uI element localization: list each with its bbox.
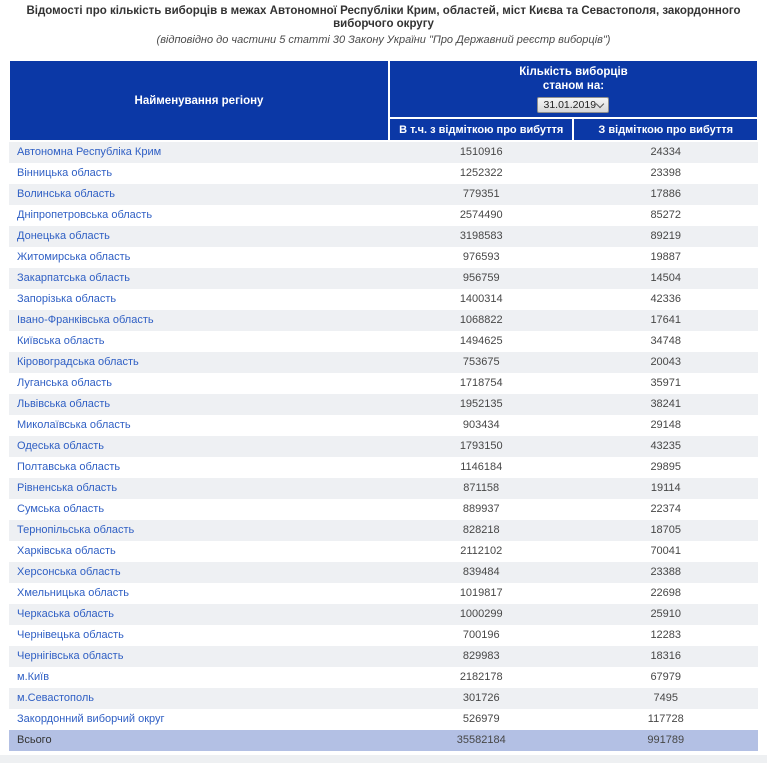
region-cell bbox=[9, 310, 389, 331]
region-link[interactable]: Київська область bbox=[17, 335, 105, 347]
date-select[interactable] bbox=[537, 97, 609, 113]
table-row bbox=[9, 478, 758, 499]
region-cell bbox=[9, 667, 389, 688]
region-cell bbox=[9, 478, 389, 499]
departed-count: 17641 bbox=[650, 314, 682, 326]
departed-count: 24334 bbox=[650, 146, 682, 158]
voters-count: 1952135 bbox=[459, 398, 503, 410]
region-cell bbox=[9, 226, 389, 247]
voters-count: 2574490 bbox=[459, 209, 503, 221]
region-link[interactable]: Волинська область bbox=[17, 188, 116, 200]
region-link[interactable]: Хмельницька область bbox=[17, 587, 130, 599]
region-link[interactable]: Херсонська область bbox=[17, 566, 121, 578]
voters-count: 526979 bbox=[462, 713, 500, 725]
table-row bbox=[9, 457, 758, 478]
column-header-total: В т.ч. з відміткою про вибуття bbox=[389, 118, 574, 141]
voters-count: 1793150 bbox=[459, 440, 503, 452]
region-link[interactable]: м.Севастополь bbox=[17, 692, 95, 704]
region-cell bbox=[9, 646, 389, 667]
region-link[interactable]: Полтавська область bbox=[17, 461, 121, 473]
region-link[interactable]: Черкаська область bbox=[17, 608, 114, 620]
region-link[interactable]: Івано-Франківська область bbox=[17, 314, 154, 326]
table-row bbox=[9, 141, 758, 163]
departed-count: 19887 bbox=[650, 251, 682, 263]
region-cell bbox=[9, 289, 389, 310]
departed-count: 29148 bbox=[650, 419, 682, 431]
voters-count: 1494625 bbox=[459, 335, 503, 347]
table-row bbox=[9, 310, 758, 331]
region-cell bbox=[9, 141, 389, 163]
table-row bbox=[9, 352, 758, 373]
departed-count: 19114 bbox=[650, 482, 681, 494]
region-link[interactable]: Львівська область bbox=[17, 398, 111, 410]
departed-count: 89219 bbox=[650, 230, 682, 242]
region-cell bbox=[9, 688, 389, 709]
region-link[interactable]: Донецька область bbox=[17, 230, 110, 242]
table-row bbox=[9, 289, 758, 310]
departed-count: 34748 bbox=[650, 335, 682, 347]
table-row bbox=[9, 667, 758, 688]
total-label: Всього bbox=[9, 730, 389, 751]
region-link[interactable]: Автономна Республіка Крим bbox=[17, 146, 162, 158]
table-row bbox=[9, 394, 758, 415]
voters-count: 956759 bbox=[462, 272, 500, 284]
count-title: Кількість виборців bbox=[519, 66, 628, 78]
region-link[interactable]: Харківська область bbox=[17, 545, 116, 557]
departed-count: 85272 bbox=[650, 209, 682, 221]
voters-count: 753675 bbox=[462, 356, 500, 368]
region-cell bbox=[9, 625, 389, 646]
voters-count: 1019817 bbox=[459, 587, 503, 599]
region-cell bbox=[9, 709, 389, 730]
departed-count: 22374 bbox=[650, 503, 682, 515]
region-cell bbox=[9, 268, 389, 289]
region-link[interactable]: Запорізька область bbox=[17, 293, 117, 305]
voters-count: 2182178 bbox=[459, 671, 503, 683]
table-row bbox=[9, 646, 758, 667]
region-link[interactable]: Закарпатська область bbox=[17, 272, 130, 284]
departed-count: 23388 bbox=[650, 566, 682, 578]
voters-count: 839484 bbox=[462, 566, 500, 578]
voters-count: 301726 bbox=[462, 692, 500, 704]
departed-count: 12283 bbox=[650, 629, 682, 641]
table-row bbox=[9, 205, 758, 226]
table-row bbox=[9, 625, 758, 646]
total-voters-value: 35582184 bbox=[389, 730, 574, 751]
table-body bbox=[9, 141, 758, 730]
departed-count: 25910 bbox=[650, 608, 682, 620]
departed-count: 23398 bbox=[650, 167, 682, 179]
departed-count: 22698 bbox=[650, 587, 682, 599]
column-header-region: Найменування регіону bbox=[9, 60, 389, 141]
departed-count: 18316 bbox=[650, 650, 682, 662]
bottom-strip bbox=[0, 755, 767, 763]
region-cell bbox=[9, 331, 389, 352]
table-row bbox=[9, 184, 758, 205]
voters-count: 1252322 bbox=[459, 167, 503, 179]
region-link[interactable]: Чернівецька область bbox=[17, 629, 124, 641]
voters-count: 1068822 bbox=[459, 314, 503, 326]
region-link[interactable]: Чернігівська область bbox=[17, 650, 124, 662]
region-cell bbox=[9, 604, 389, 625]
region-link[interactable]: Одеська область bbox=[17, 440, 105, 452]
voters-count: 903434 bbox=[462, 419, 500, 431]
voters-count: 1510916 bbox=[459, 146, 503, 158]
voters-count: 1000299 bbox=[459, 608, 503, 620]
voters-count: 828218 bbox=[462, 524, 500, 536]
region-cell bbox=[9, 373, 389, 394]
region-link[interactable]: Сумська область bbox=[17, 503, 105, 515]
region-cell bbox=[9, 184, 389, 205]
region-cell bbox=[9, 205, 389, 226]
table-row bbox=[9, 604, 758, 625]
departed-count: 35971 bbox=[650, 377, 682, 389]
departed-count: 117728 bbox=[647, 713, 684, 725]
departed-count: 18705 bbox=[650, 524, 682, 536]
region-cell bbox=[9, 520, 389, 541]
table-row bbox=[9, 583, 758, 604]
region-link[interactable]: Вінницька область bbox=[17, 167, 113, 179]
table-row bbox=[9, 163, 758, 184]
departed-count: 14504 bbox=[650, 272, 682, 284]
region-link[interactable]: Луганська область bbox=[17, 377, 112, 389]
departed-count: 42336 bbox=[650, 293, 682, 305]
region-cell bbox=[9, 541, 389, 562]
region-cell bbox=[9, 247, 389, 268]
table-row bbox=[9, 247, 758, 268]
voters-count: 700196 bbox=[462, 629, 500, 641]
page-subtitle: (відповідно до частини 5 статті 30 Закону України "Про Державний реєстр виборців") bbox=[156, 34, 611, 46]
table-row bbox=[9, 373, 758, 394]
table-row bbox=[9, 331, 758, 352]
region-link[interactable]: Миколаївська область bbox=[17, 419, 131, 431]
table-row bbox=[9, 709, 758, 730]
table-row bbox=[9, 688, 758, 709]
date-select-value: 31.01.2019 bbox=[543, 99, 597, 111]
departed-count: 70041 bbox=[650, 545, 682, 557]
chevron-down-icon bbox=[596, 100, 604, 108]
voters-table bbox=[8, 59, 759, 751]
region-cell bbox=[9, 499, 389, 520]
region-link[interactable]: Рівненська область bbox=[17, 482, 118, 494]
table-row bbox=[9, 226, 758, 247]
region-cell bbox=[9, 394, 389, 415]
departed-count: 7495 bbox=[653, 692, 678, 704]
column-header-departed: З відміткою про вибуття bbox=[573, 118, 758, 141]
departed-count: 20043 bbox=[650, 356, 682, 368]
table-row bbox=[9, 268, 758, 289]
voters-count: 779351 bbox=[462, 188, 500, 200]
region-link[interactable]: Кіровоградська область bbox=[17, 356, 139, 368]
table-row bbox=[9, 499, 758, 520]
voters-count: 2112102 bbox=[460, 545, 503, 557]
table-row bbox=[9, 541, 758, 562]
table-header bbox=[9, 60, 758, 141]
region-cell bbox=[9, 352, 389, 373]
page-title: Відомості про кількість виборців в межах Автономної Республіки Крим, областей, міст Києва та Севастополя, закордонного виборчого округу bbox=[26, 5, 741, 30]
region-link[interactable]: Дніпропетровська область bbox=[17, 209, 153, 221]
region-cell bbox=[9, 436, 389, 457]
region-cell bbox=[9, 583, 389, 604]
voters-count: 976593 bbox=[462, 251, 500, 263]
voters-count: 871158 bbox=[463, 482, 500, 494]
region-link[interactable]: Тернопільська область bbox=[17, 524, 135, 536]
region-link[interactable]: Закордонний виборчий округ bbox=[17, 713, 165, 725]
region-link[interactable]: Житомирська область bbox=[17, 251, 131, 263]
voters-count: 829983 bbox=[462, 650, 500, 662]
voters-count: 889937 bbox=[462, 503, 500, 515]
departed-count: 43235 bbox=[650, 440, 682, 452]
column-header-count bbox=[389, 60, 758, 118]
region-link[interactable]: м.Київ bbox=[17, 671, 50, 683]
departed-count: 17886 bbox=[650, 188, 682, 200]
region-cell bbox=[9, 562, 389, 583]
departed-count: 38241 bbox=[650, 398, 682, 410]
table-row bbox=[9, 562, 758, 583]
departed-count: 67979 bbox=[650, 671, 682, 683]
voters-count: 3198583 bbox=[459, 230, 503, 242]
total-departed-value: 991789 bbox=[573, 730, 758, 751]
count-subtitle: станом на: bbox=[542, 80, 605, 92]
voters-count: 1400314 bbox=[459, 293, 503, 305]
voters-count: 1146184 bbox=[460, 461, 503, 473]
table-row bbox=[9, 436, 758, 457]
region-cell bbox=[9, 457, 389, 478]
table-row bbox=[9, 415, 758, 436]
voters-count: 1718754 bbox=[459, 377, 503, 389]
departed-count: 29895 bbox=[650, 461, 682, 473]
region-cell bbox=[9, 415, 389, 436]
region-cell bbox=[9, 163, 389, 184]
table-row bbox=[9, 520, 758, 541]
